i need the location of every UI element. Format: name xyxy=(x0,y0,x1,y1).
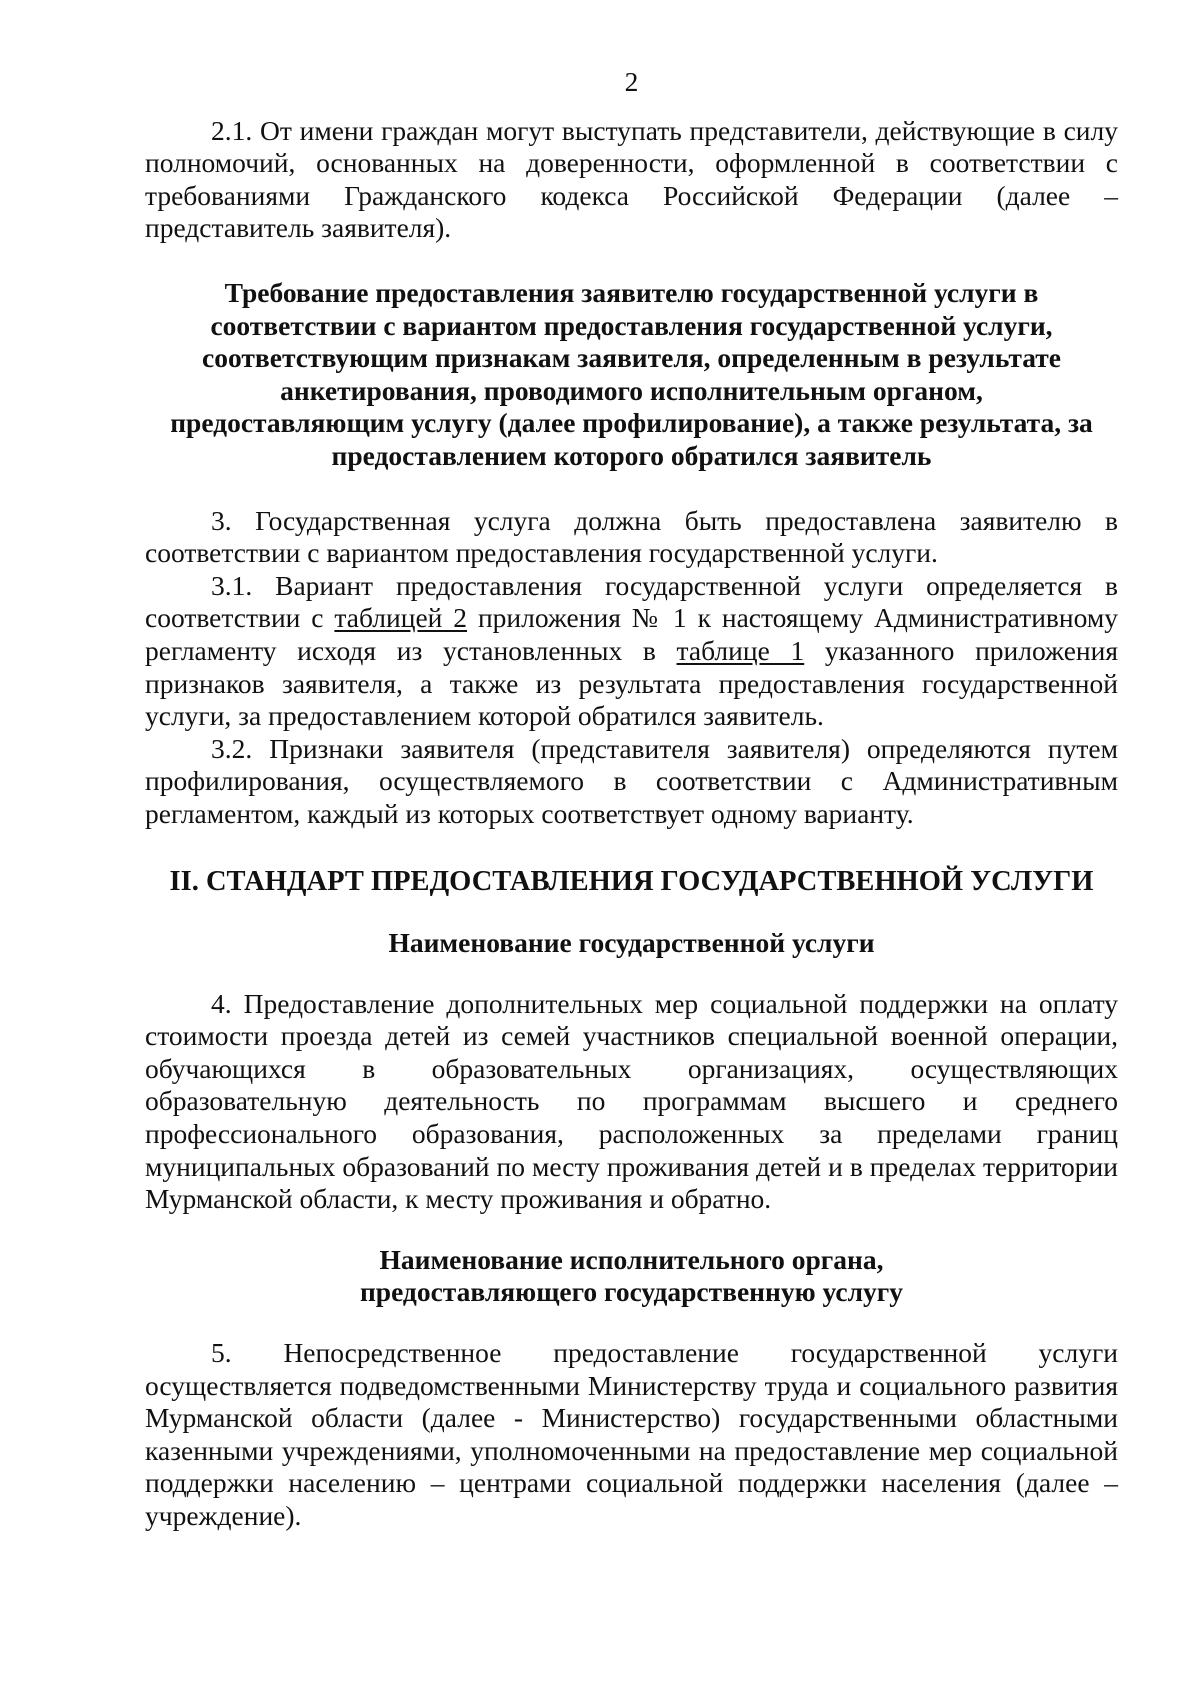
paragraph-3-1-text: указанного приложения признаков заявителя, а также из результата предоставления государственной услуги, за предоставлением которой обратился заявитель. xyxy=(145,634,1118,732)
heading-requirement-line: анкетирования, проводимого исполнительным органом, xyxy=(280,374,983,406)
section-title: II. СТАНДАРТ ПРЕДОСТАВЛЕНИЯ ГОСУДАРСТВЕННОЙ УСЛУГИ xyxy=(169,866,1094,898)
heading-requirement-line: предоставлением которого обратился заявитель xyxy=(331,439,932,471)
heading-organ-line: предоставляющего государственную услугу xyxy=(359,1276,904,1308)
table-2-link[interactable]: таблицей 2 xyxy=(334,602,468,634)
paragraph-3: 3. Государственная услуга должна быть предоставлена заявителю в соответствии с вариантом предоставления государственной услуги. xyxy=(145,504,1118,569)
paragraph-4: 4. Предоставление дополнительных мер социальной поддержки на оплату стоимости проезда детей из семей участников специальной военной операции, обучающихся в образовательных организациях, осуществляющих образовательную деятельность по программам высшего и среднего профессионального образования, расположенных за пределами границ муниципальных образований по месту проживания детей и в пределах территории Мурманской области, к месту проживания и обратно. xyxy=(145,987,1118,1215)
page-number: 2 xyxy=(624,66,639,97)
heading-requirement-line: соответствии с вариантом предоставления государственной услуги, xyxy=(210,309,1053,341)
heading-executive-organ xyxy=(145,1244,1118,1309)
paragraph-5: 5. Непосредственное предоставление государственной услуги осуществляется подведомственными Министерству труда и социального развития Мурманской области (далее - Министерство) государственными областными казенными учреждениями, уполномоченными на предоставление мер социальной поддержки населению – центрами социальной поддержки населения (далее – учреждение). xyxy=(145,1337,1118,1531)
heading-requirement-line: соответствующим признакам заявителя, определенным в результате xyxy=(202,342,1061,374)
paragraph-2-1: 2.1. От имени граждан могут выступать представители, действующие в силу полномочий, основанных на доверенности, оформленной в соответствии с требованиями Гражданского кодекса Российской Федерации (далее – представитель заявителя). xyxy=(145,114,1118,244)
heading-requirement-line: Требование предоставления заявителю государственной услуги в xyxy=(224,276,1039,308)
paragraph-3-2: 3.2. Признаки заявителя (представителя заявителя) определяются путем профилирования, осуществляемого в соответствии с Административным регламентом, каждый из которых соответствует одному варианту. xyxy=(145,732,1118,829)
table-1-link[interactable]: таблице 1 xyxy=(676,634,805,666)
heading-organ-line: Наименование исполнительного органа, xyxy=(379,1243,884,1275)
heading-requirement-line: предоставляющим услугу (далее профилирование), а также результата, за xyxy=(170,407,1093,439)
paragraph-3-1-text: приложения № 1 к настоящему Административному регламенту исходя из установленных в xyxy=(145,602,1118,666)
paragraph-3-1 xyxy=(145,570,1118,733)
heading-service-name: Наименование государственной услуги xyxy=(388,927,875,959)
heading-requirement xyxy=(145,277,1118,473)
paragraph-3-1-text: 3.1. Вариант предоставления государственной услуги определяется в соответствии с xyxy=(145,569,1118,634)
